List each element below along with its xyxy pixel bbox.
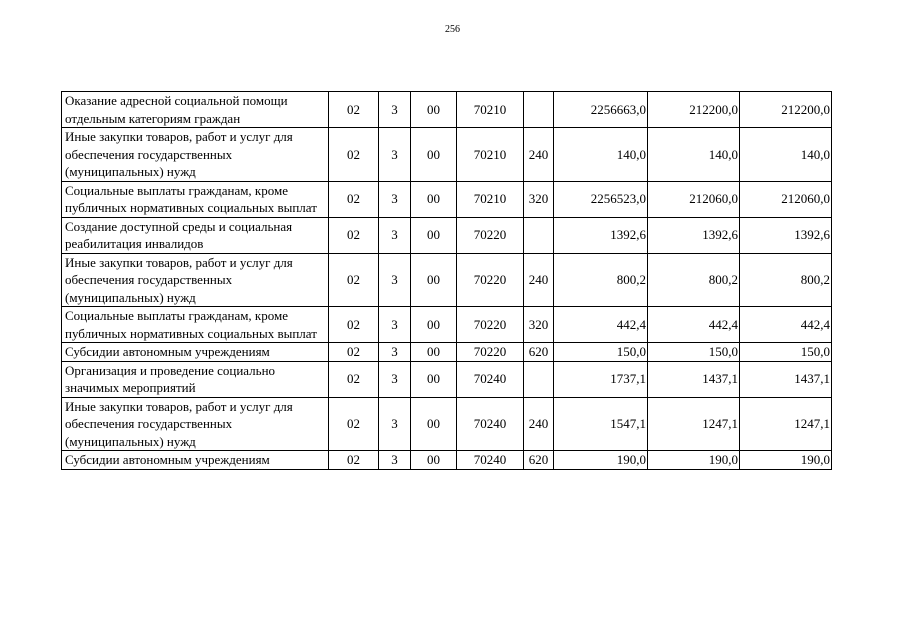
expense-type-code: 240 [524, 253, 554, 307]
row-name: Иные закупки товаров, работ и услуг для обеспечения государственных (муниципальных) нужд [62, 128, 329, 182]
program-code: 02 [329, 217, 379, 253]
program-code: 02 [329, 451, 379, 470]
budget-table [61, 91, 832, 470]
program-code: 02 [329, 181, 379, 217]
subprogram-code: 3 [379, 451, 411, 470]
direction-code: 70210 [457, 92, 524, 128]
subprogram-code: 3 [379, 343, 411, 362]
amount-year-1: 800,2 [554, 253, 648, 307]
row-name: Социальные выплаты гражданам, кроме публичных нормативных социальных выплат [62, 181, 329, 217]
amount-year-2: 1392,6 [648, 217, 740, 253]
subprogram-code: 3 [379, 307, 411, 343]
amount-year-3: 190,0 [740, 451, 832, 470]
subprogram-code: 3 [379, 361, 411, 397]
main-event-code: 00 [411, 181, 457, 217]
main-event-code: 00 [411, 253, 457, 307]
table-row [62, 397, 832, 451]
amount-year-1: 442,4 [554, 307, 648, 343]
amount-year-2: 212060,0 [648, 181, 740, 217]
expense-type-code [524, 92, 554, 128]
subprogram-code: 3 [379, 128, 411, 182]
row-name: Организация и проведение социально значимых мероприятий [62, 361, 329, 397]
amount-year-1: 1392,6 [554, 217, 648, 253]
program-code: 02 [329, 253, 379, 307]
direction-code: 70240 [457, 397, 524, 451]
direction-code: 70220 [457, 307, 524, 343]
table-row [62, 343, 832, 362]
row-name: Оказание адресной социальной помощи отдельным категориям граждан [62, 92, 329, 128]
main-event-code: 00 [411, 92, 457, 128]
row-name: Иные закупки товаров, работ и услуг для обеспечения государственных (муниципальных) нужд [62, 397, 329, 451]
expense-type-code: 620 [524, 451, 554, 470]
table-row [62, 253, 832, 307]
row-name: Субсидии автономным учреждениям [62, 343, 329, 362]
expense-type-code [524, 217, 554, 253]
main-event-code: 00 [411, 451, 457, 470]
main-event-code: 00 [411, 361, 457, 397]
amount-year-3: 140,0 [740, 128, 832, 182]
subprogram-code: 3 [379, 92, 411, 128]
row-name: Иные закупки товаров, работ и услуг для обеспечения государственных (муниципальных) нужд [62, 253, 329, 307]
amount-year-1: 150,0 [554, 343, 648, 362]
amount-year-3: 442,4 [740, 307, 832, 343]
table-row [62, 217, 832, 253]
expense-type-code: 320 [524, 307, 554, 343]
main-event-code: 00 [411, 397, 457, 451]
direction-code: 70220 [457, 343, 524, 362]
program-code: 02 [329, 397, 379, 451]
table-row [62, 307, 832, 343]
amount-year-1: 1737,1 [554, 361, 648, 397]
table-row [62, 451, 832, 470]
program-code: 02 [329, 92, 379, 128]
amount-year-2: 1437,1 [648, 361, 740, 397]
table-row [62, 92, 832, 128]
table-row [62, 181, 832, 217]
subprogram-code: 3 [379, 397, 411, 451]
direction-code: 70240 [457, 451, 524, 470]
amount-year-3: 1247,1 [740, 397, 832, 451]
main-event-code: 00 [411, 343, 457, 362]
expense-type-code: 620 [524, 343, 554, 362]
amount-year-2: 212200,0 [648, 92, 740, 128]
amount-year-1: 190,0 [554, 451, 648, 470]
direction-code: 70220 [457, 217, 524, 253]
amount-year-3: 212200,0 [740, 92, 832, 128]
main-event-code: 00 [411, 128, 457, 182]
amount-year-3: 212060,0 [740, 181, 832, 217]
amount-year-2: 150,0 [648, 343, 740, 362]
amount-year-1: 1547,1 [554, 397, 648, 451]
row-name: Субсидии автономным учреждениям [62, 451, 329, 470]
subprogram-code: 3 [379, 181, 411, 217]
amount-year-2: 800,2 [648, 253, 740, 307]
expense-type-code: 240 [524, 397, 554, 451]
program-code: 02 [329, 343, 379, 362]
expense-type-code [524, 361, 554, 397]
direction-code: 70210 [457, 128, 524, 182]
page-number: 256 [445, 24, 460, 35]
table-row [62, 128, 832, 182]
program-code: 02 [329, 128, 379, 182]
direction-code: 70220 [457, 253, 524, 307]
main-event-code: 00 [411, 307, 457, 343]
subprogram-code: 3 [379, 253, 411, 307]
amount-year-2: 442,4 [648, 307, 740, 343]
amount-year-2: 140,0 [648, 128, 740, 182]
direction-code: 70240 [457, 361, 524, 397]
amount-year-3: 1392,6 [740, 217, 832, 253]
direction-code: 70210 [457, 181, 524, 217]
row-name: Создание доступной среды и социальная реабилитация инвалидов [62, 217, 329, 253]
amount-year-2: 190,0 [648, 451, 740, 470]
amount-year-3: 800,2 [740, 253, 832, 307]
program-code: 02 [329, 361, 379, 397]
subprogram-code: 3 [379, 217, 411, 253]
amount-year-1: 140,0 [554, 128, 648, 182]
amount-year-1: 2256523,0 [554, 181, 648, 217]
expense-type-code: 320 [524, 181, 554, 217]
amount-year-3: 1437,1 [740, 361, 832, 397]
amount-year-1: 2256663,0 [554, 92, 648, 128]
amount-year-2: 1247,1 [648, 397, 740, 451]
main-event-code: 00 [411, 217, 457, 253]
row-name: Социальные выплаты гражданам, кроме публичных нормативных социальных выплат [62, 307, 329, 343]
amount-year-3: 150,0 [740, 343, 832, 362]
program-code: 02 [329, 307, 379, 343]
expense-type-code: 240 [524, 128, 554, 182]
table-row [62, 361, 832, 397]
